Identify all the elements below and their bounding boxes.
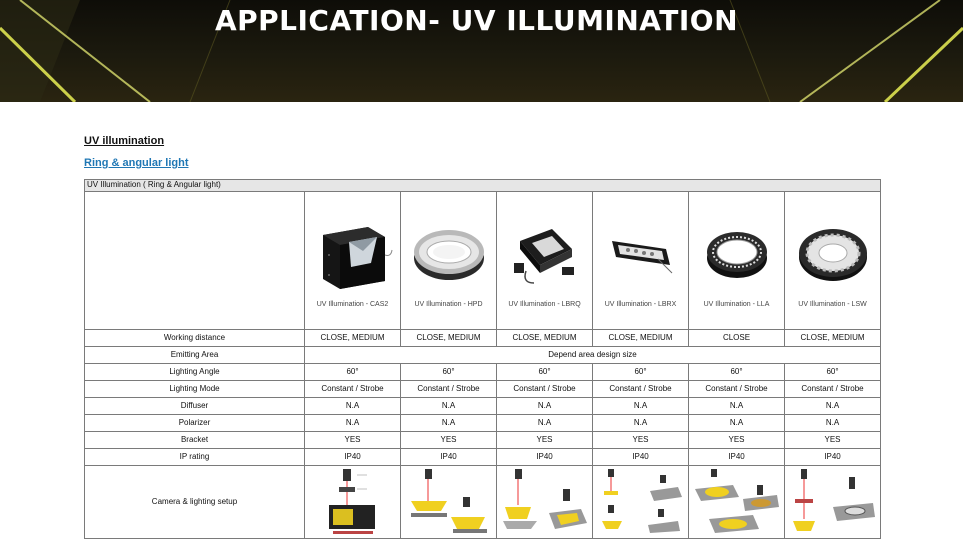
- setup-cell: [689, 466, 785, 539]
- row-label: Working distance: [85, 330, 305, 347]
- setup-cell: [305, 466, 401, 539]
- product-name: UV Illumination - LBRX: [604, 301, 677, 309]
- setup-cell: [497, 466, 593, 539]
- row-label: Bracket: [85, 432, 305, 449]
- cell: N.A: [593, 398, 689, 415]
- cell: N.A: [305, 398, 401, 415]
- cell: N.A: [497, 415, 593, 432]
- spec-table: [84, 179, 881, 539]
- row-label: Diffuser: [85, 398, 305, 415]
- wide-ring-light-icon: [785, 214, 880, 294]
- header-banner: [0, 0, 963, 102]
- cell: N.A: [305, 415, 401, 432]
- table-row: [85, 466, 881, 539]
- merged-cell: Depend area design size: [305, 347, 881, 364]
- product-name: UV Illumination - HPD: [414, 301, 483, 309]
- cell: N.A: [785, 398, 881, 415]
- cell: CLOSE, MEDIUM: [785, 330, 881, 347]
- camera-setup-diagram-icon: [401, 466, 496, 538]
- product-cell: [401, 192, 497, 330]
- cell: IP40: [401, 449, 497, 466]
- cell: N.A: [401, 398, 497, 415]
- cell: CLOSE, MEDIUM: [497, 330, 593, 347]
- section-heading: UV illumination: [84, 135, 165, 147]
- table-row: [85, 381, 881, 398]
- cell: Constant / Strobe: [305, 381, 401, 398]
- camera-setup-diagram-icon: [785, 466, 880, 538]
- cell: N.A: [497, 398, 593, 415]
- cell: YES: [401, 432, 497, 449]
- cell: CLOSE, MEDIUM: [305, 330, 401, 347]
- cell: N.A: [593, 415, 689, 432]
- ring-light-icon: [401, 214, 496, 294]
- table-row: [85, 449, 881, 466]
- table-row: [85, 398, 881, 415]
- setup-cell: [401, 466, 497, 539]
- cell: Constant / Strobe: [401, 381, 497, 398]
- cell: IP40: [593, 449, 689, 466]
- low-angle-ring-icon: [689, 214, 784, 294]
- cell: IP40: [785, 449, 881, 466]
- setup-cell: [785, 466, 881, 539]
- bar-light-icon: [593, 214, 688, 294]
- cell: 60°: [401, 364, 497, 381]
- cell: Constant / Strobe: [593, 381, 689, 398]
- box-light-icon: [305, 214, 400, 294]
- row-label: IP rating: [85, 449, 305, 466]
- row-label: Camera & lighting setup: [85, 466, 305, 539]
- page-title: APPLICATION- UV ILLUMINATION: [214, 4, 739, 37]
- cell: YES: [689, 432, 785, 449]
- cell: N.A: [785, 415, 881, 432]
- product-cell: [497, 192, 593, 330]
- product-cell: [305, 192, 401, 330]
- product-name: UV Illumination - CAS2: [316, 301, 389, 309]
- cell: 60°: [305, 364, 401, 381]
- table-row: [85, 347, 881, 364]
- camera-setup-diagram-icon: [497, 466, 592, 538]
- product-name: UV Illumination - LLA: [703, 301, 770, 309]
- empty-corner-cell: [85, 192, 305, 330]
- cell: Constant / Strobe: [785, 381, 881, 398]
- cell: 60°: [689, 364, 785, 381]
- product-name: UV Illumination - LSW: [798, 301, 867, 309]
- cell: CLOSE: [689, 330, 785, 347]
- cell: 60°: [593, 364, 689, 381]
- product-cell: [593, 192, 689, 330]
- cell: N.A: [401, 415, 497, 432]
- table-row: [85, 415, 881, 432]
- row-label: Lighting Angle: [85, 364, 305, 381]
- row-label: Lighting Mode: [85, 381, 305, 398]
- cell: N.A: [689, 415, 785, 432]
- camera-setup-diagram-icon: [305, 466, 400, 538]
- ring-angular-light-link[interactable]: Ring & angular light: [84, 157, 189, 169]
- cell: IP40: [689, 449, 785, 466]
- cell: YES: [785, 432, 881, 449]
- table-row: [85, 364, 881, 381]
- product-name: UV Illumination - LBRQ: [508, 301, 581, 309]
- cell: IP40: [305, 449, 401, 466]
- cell: YES: [497, 432, 593, 449]
- table-row: [85, 432, 881, 449]
- square-ring-light-icon: [497, 214, 592, 294]
- setup-cell: [593, 466, 689, 539]
- table-title: UV Illumination ( Ring & Angular light): [85, 180, 881, 192]
- cell: YES: [305, 432, 401, 449]
- cell: 60°: [497, 364, 593, 381]
- cell: Constant / Strobe: [689, 381, 785, 398]
- product-cell: [785, 192, 881, 330]
- cell: IP40: [497, 449, 593, 466]
- camera-setup-diagram-icon: [593, 466, 688, 538]
- product-cell: [689, 192, 785, 330]
- cell: YES: [593, 432, 689, 449]
- row-label: Polarizer: [85, 415, 305, 432]
- cell: CLOSE, MEDIUM: [593, 330, 689, 347]
- cell: N.A: [689, 398, 785, 415]
- table-row: [85, 330, 881, 347]
- camera-setup-diagram-icon: [689, 466, 784, 538]
- cell: Constant / Strobe: [497, 381, 593, 398]
- row-label: Emitting Area: [85, 347, 305, 364]
- cell: 60°: [785, 364, 881, 381]
- cell: CLOSE, MEDIUM: [401, 330, 497, 347]
